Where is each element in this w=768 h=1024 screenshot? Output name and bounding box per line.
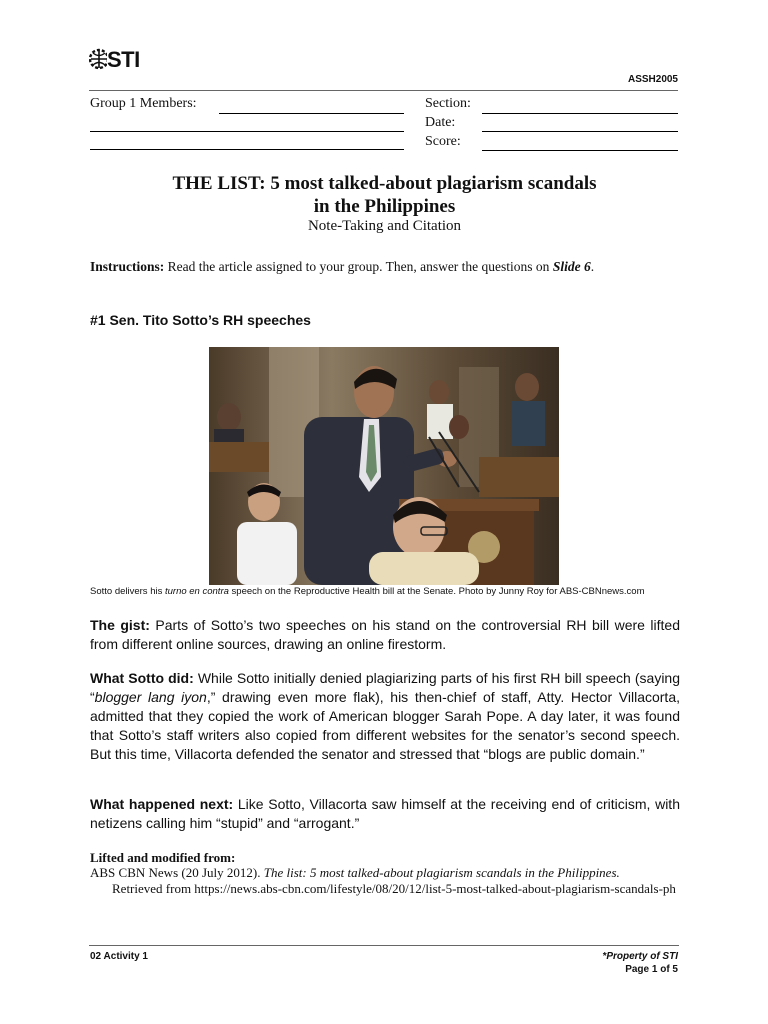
senate-speech-photo — [209, 347, 559, 585]
gist-paragraph — [90, 616, 680, 654]
section-field-line[interactable] — [482, 113, 678, 114]
instructions-label: Instructions: — [90, 259, 165, 274]
date-field-line[interactable] — [482, 131, 678, 132]
reference-heading: Lifted and modified from: — [90, 850, 236, 865]
activity-label: 02 Activity 1 — [90, 951, 148, 962]
gist-text: Parts of Sotto’s two speeches on his stand on the controversial RH bill were lifted from different online sources, drawing an online firestorm. — [90, 617, 680, 652]
property-notice: *Property of STI — [602, 951, 678, 962]
page-title — [90, 172, 679, 218]
reference-title: The list: 5 most talked-about plagiarism scandals in the Philippines. — [263, 865, 620, 880]
reference-source: ABS CBN News (20 July 2012). — [90, 865, 264, 880]
title-line-2: in the Philippines — [313, 196, 456, 217]
date-label: Date: — [425, 115, 456, 130]
what-sotto-did-paragraph — [90, 669, 680, 764]
instructions-end: . — [590, 259, 595, 274]
what-happened-next-label: What happened next: — [90, 796, 234, 812]
score-field-line[interactable] — [482, 150, 678, 151]
group-members-label: Group 1 Members: — [90, 96, 197, 111]
group-members-line-3[interactable] — [90, 149, 404, 150]
what-happened-next-paragraph — [90, 795, 680, 833]
course-code: ASSH2005 — [627, 74, 678, 85]
caption-text: Sotto delivers his — [90, 586, 165, 597]
photo-caption — [90, 586, 644, 597]
sti-logo — [89, 46, 151, 76]
instructions-text: Read the article assigned to your group. Then, answer the questions on — [164, 259, 553, 274]
title-line-1: THE LIST: 5 most talked-about plagiarism scandals — [172, 173, 597, 194]
group-members-line-2[interactable] — [90, 131, 404, 132]
group-members-line-1[interactable] — [219, 113, 404, 114]
logo-text: STI — [107, 47, 140, 72]
header-rule — [89, 90, 678, 91]
section-label: Section: — [425, 96, 471, 111]
score-label: Score: — [425, 134, 461, 149]
caption-italic: turno en contra — [164, 586, 229, 597]
slide-reference: Slide 6 — [552, 259, 591, 274]
page-number: Page 1 of 5 — [625, 964, 678, 975]
what-sotto-did-label: What Sotto did: — [90, 670, 194, 686]
what-sotto-did-text-2: ,” drawing even more flak), his then-chief of staff, Atty. Hector Villacorta, admitted that they copied the work of American blogger Sarah Pope. A day later, it was found that Sotto’s staff writers also copied from different websites for the senator’s second speech. But this time, Villacorta defended the senator and stressed that “blogs are public domain.” — [90, 689, 681, 762]
what-sotto-did-text-1: While Sotto initially denied plagiarizing parts of his first RH bill speech (saying “ — [90, 670, 680, 705]
reference-url: Retrieved from https://news.abs-cbn.com/lifestyle/08/20/12/list-5-most-talked-about-plagiarism-scandals-ph — [112, 881, 676, 896]
gist-label: The gist: — [90, 617, 150, 633]
footer-rule — [89, 945, 679, 946]
instructions — [90, 259, 594, 275]
globe-mark-icon — [89, 46, 107, 72]
reference-citation — [90, 865, 680, 897]
what-happened-next-text: Like Sotto, Villacorta saw himself at the receiving end of criticism, with netizens calling him “stupid” and “arrogant.” — [90, 796, 680, 831]
caption-credit: speech on the Reproductive Health bill at the Senate. Photo by Junny Roy for ABS-CBNnews.com — [228, 586, 645, 597]
page-subtitle: Note-Taking and Citation — [307, 218, 462, 234]
article-heading: #1 Sen. Tito Sotto’s RH speeches — [90, 312, 311, 328]
blogger-quote: blogger lang iyon — [94, 689, 207, 705]
